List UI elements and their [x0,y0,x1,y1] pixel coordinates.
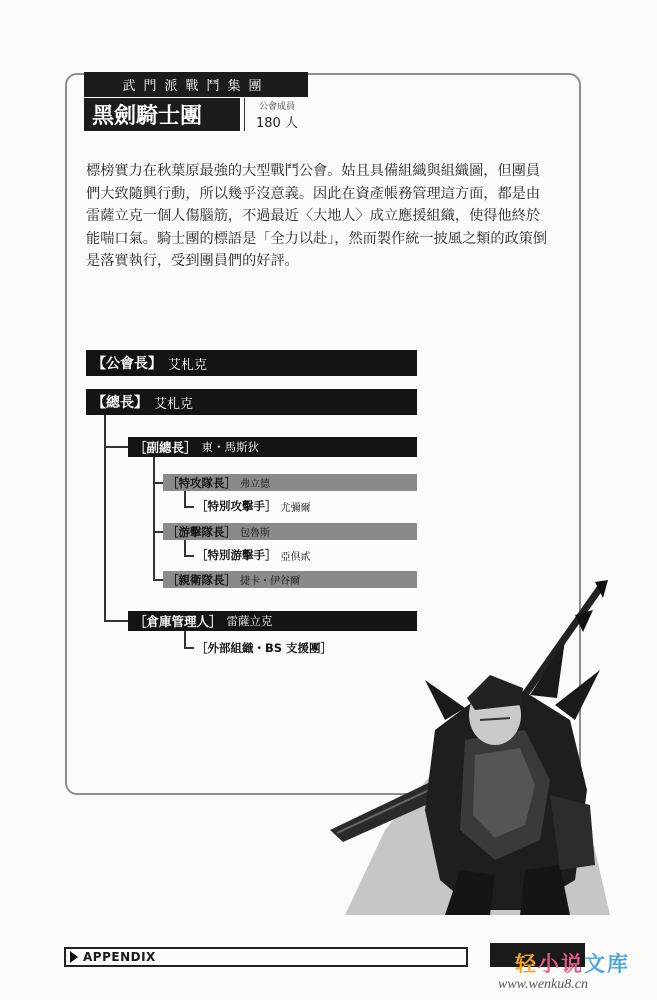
member-label: 公會成員 [258,101,295,112]
org-role: ［倉庫管理人］ [134,614,222,629]
appendix-label: APPENDIX [83,950,156,964]
appendix-footer [64,947,468,967]
org-raid-captain [163,523,417,540]
guild-title: 黑劍騎士團 [84,98,240,131]
guild-category: 武門派戰鬥集團 [84,72,308,97]
org-role: ［特別游擊手］ [196,548,277,562]
connector-line [153,579,163,581]
org-role: ［外部組織・BS 支援團］ [196,641,333,655]
org-name: 尤彌爾 [280,502,311,514]
connector-line [184,506,194,508]
play-arrow-icon [70,951,78,963]
watermark-logo-part: 文库 [584,952,630,976]
org-general [86,389,417,415]
connector-line [153,482,163,484]
org-name: 艾札克 [154,396,194,412]
org-external-support [196,640,332,656]
watermark-url: www.wenku8.cn [498,977,588,992]
org-role: ［特攻隊長］ [167,475,236,490]
connector-line [104,620,128,622]
org-role: ［游擊隊長］ [167,524,236,539]
connector-line [184,647,194,649]
connector-line [153,531,163,533]
watermark-logo-part: 小说 [538,952,584,976]
member-info [244,98,309,131]
org-name: 艾札克 [168,357,208,373]
org-assault-captain [163,474,417,491]
connector-line [104,446,128,448]
org-name: 捷卡・伊谷爾 [240,576,300,587]
watermark-logo-part: 轻 [515,952,538,976]
org-role: ［特別攻擊手］ [196,499,277,513]
connector-line [184,555,194,557]
watermark-logo [515,948,630,978]
org-guild-master [86,350,417,376]
org-special-raid [196,547,311,563]
guild-description: 標榜實力在秋葉原最強的大型戰鬥公會。姑且具備組織與組織圖，但團員們大致隨興行動，所以幾乎沒意義。因此在資產帳務管理這方面，都是由雷薩立克一個人傷腦筋，不過最近〈大地人〉成立應援組織，使得他終於能喘口氣。騎士團的標語是「全力以赴」，然而製作統一披風之類的政策倒是落實執行，受到團員們的好評。 [86,163,548,269]
org-special-assault [196,498,311,514]
connector-line [153,457,155,580]
knight-illustration [325,580,610,920]
org-name: 包魯斯 [240,528,270,539]
org-vice-general [128,437,417,457]
org-name: 雷薩立克 [226,614,273,628]
org-name: 亞倶貳 [280,551,311,563]
org-role: 【公會長】 [92,356,162,372]
org-role: 【總長】 [92,395,148,411]
org-name: 弗立德 [240,479,270,490]
member-count: 180 人 [256,115,298,131]
org-role: ［副總長］ [134,440,197,455]
org-role: ［親衛隊長］ [167,572,236,587]
org-name: 東・馬斯狄 [201,440,260,454]
